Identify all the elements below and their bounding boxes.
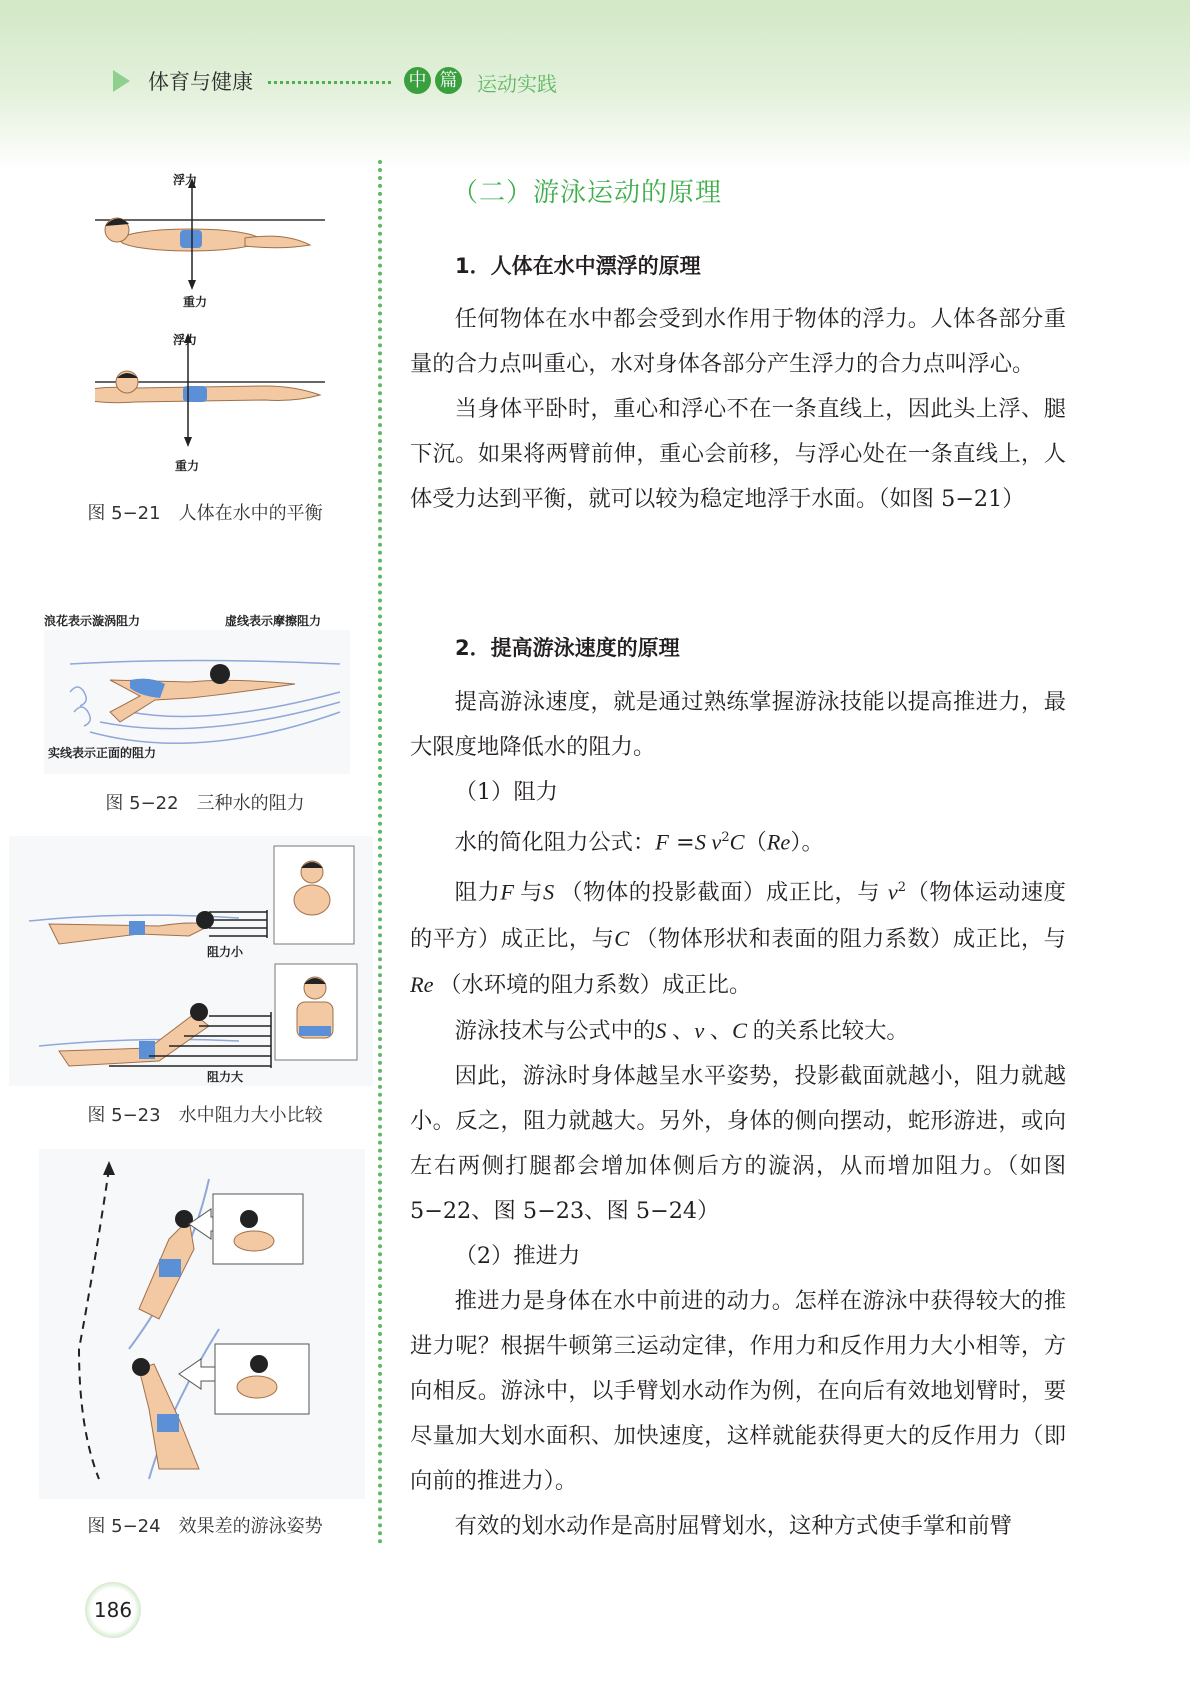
subsection-heading-1: 1．人体在水中漂浮的原理 [455, 254, 701, 278]
buoyancy-label: 浮力 [173, 333, 198, 347]
low-resistance-label: 阻力小 [207, 945, 244, 959]
gravity-label: 重力 [175, 459, 200, 473]
math-symbol: S v [694, 829, 722, 855]
text-run: （ [744, 829, 767, 856]
paragraph [410, 1054, 1066, 1234]
buoyancy-label: 浮力 [173, 173, 198, 187]
math-symbol: F [500, 879, 521, 905]
math-symbol: C [732, 1017, 753, 1043]
part-title: 运动实践 [477, 72, 557, 96]
book-title: 体育与健康 [148, 70, 253, 94]
paragraph [410, 770, 1066, 815]
friction-resistance-label: 虚线表示摩擦阻力 [225, 614, 322, 628]
figure-caption: 图 5−23 水中阻力大小比较 [87, 1105, 323, 1126]
subsection-1-body [410, 297, 1066, 522]
paragraph [410, 387, 1066, 522]
triangle-marker-icon [113, 70, 130, 92]
figure-caption: 图 5−22 三种水的阻力 [105, 793, 305, 814]
figure-5-23 [9, 836, 373, 1086]
text-run: （1）阻力 [454, 779, 558, 805]
text-run: （水环境的阻力系数）成正比。 [439, 971, 752, 998]
math-symbol: v [887, 879, 898, 905]
floating-balance-illustration [95, 150, 327, 480]
text-run: ）。 [790, 829, 824, 856]
math-symbol: 2 [721, 830, 730, 845]
text-run: = [668, 829, 695, 856]
paragraph [410, 297, 1066, 387]
math-symbol: 2 [897, 880, 906, 896]
figure-caption: 图 5−24 效果差的游泳姿势 [87, 1516, 323, 1537]
part-badge-zhong: 中 [404, 67, 431, 94]
subsection-2-body [410, 680, 1066, 1549]
figure-5-24 [39, 1149, 365, 1499]
text-run: 有效的划水动作是高肘屈臂划水，这种方式使手掌和前臂 [454, 1512, 1013, 1539]
header-dotted-leader [268, 81, 391, 84]
math-symbol: Re [410, 971, 440, 997]
text-run: 提高游泳速度，就是通过熟练掌握游泳技能以提高推进力，最大限度地降低水的阻力。 [410, 689, 1066, 760]
frontal-resistance-label: 实线表示正面的阻力 [48, 746, 157, 760]
text-run: 与 [520, 879, 543, 906]
math-symbol: Re [766, 829, 791, 855]
resistance-comparison-illustration [9, 836, 373, 1086]
high-resistance-label: 阻力大 [207, 1070, 244, 1084]
text-run: 、 [672, 1017, 695, 1044]
math-symbol: F [655, 829, 669, 855]
text-run: 游泳技术与公式中的 [454, 1017, 656, 1044]
figure-caption: 图 5−21 人体在水中的平衡 [87, 503, 323, 524]
paragraph [410, 1008, 1066, 1054]
subsection-heading-2: 2．提高游泳速度的原理 [455, 636, 680, 660]
paragraph [410, 1279, 1066, 1504]
paragraph [410, 680, 1066, 770]
paragraph [410, 1234, 1066, 1279]
math-symbol: S [655, 1017, 673, 1043]
text-run: 、 [709, 1017, 733, 1044]
part-badge-pian: 篇 [435, 67, 462, 94]
text-run: （物体形状和表面的阻力系数）成正比，与 [635, 925, 1066, 952]
text-run: （2）推进力 [454, 1242, 581, 1269]
paragraph [410, 815, 1066, 865]
text-run: 阻力 [454, 879, 501, 906]
section-title: （二）游泳运动的原理 [452, 178, 723, 208]
math-symbol: C [729, 829, 745, 855]
math-symbol: S [542, 879, 561, 905]
text-run: 的关系比较大。 [752, 1017, 909, 1044]
figure-5-21 [95, 150, 327, 480]
gravity-label: 重力 [183, 295, 208, 309]
paragraph [410, 865, 1066, 1007]
figure-5-22 [40, 612, 352, 774]
math-symbol: C [614, 925, 636, 951]
text-run: （物体的投影截面）成正比，与 [560, 879, 888, 906]
paragraph [410, 1504, 1066, 1549]
text-run: 水的简化阻力公式： [454, 829, 656, 856]
text-run: 任何物体在水中都会受到水作用于物体的浮力。人体各部分重量的合力点叫重心，水对身体各部分产生浮力的合力点叫浮心。 [410, 306, 1066, 377]
text-run: 当身体平卧时，重心和浮心不在一条直线上，因此头上浮、腿下沉。如果将两臂前伸，重心会前移，与浮心处在一条直线上，人体受力达到平衡，就可以较为稳定地浮于水面。（如图 5−21） [410, 396, 1066, 512]
eddy-resistance-label: 浪花表示漩涡阻力 [44, 614, 141, 628]
math-symbol: v [694, 1017, 710, 1043]
page-number: 186 [85, 1582, 141, 1638]
text-run: 因此，游泳时身体越呈水平姿势，投影截面就越小，阻力就越小。反之，阻力就越大。另外，身体的侧向摆动，蛇形游进，或向左右两侧打腿都会增加体侧后方的漩涡，从而增加阻力。（如图 5−22、图 5−23、图 5−24） [410, 1062, 1066, 1224]
text-run: （物体运动速度的平方）成正比，与 [410, 879, 1066, 952]
text-run: 推进力是身体在水中前进的动力。怎样在游泳中获得较大的推进力呢？根据牛顿第三运动定律，作用力和反作用力大小相等，方向相反。游泳中，以手臂划水动作为例，在向后有效地划臂时，要尽量加大划水面积、加快速度，这样就能获得更大的反作用力（即向前的推进力）。 [410, 1287, 1066, 1494]
column-divider [378, 160, 382, 1545]
poor-swimming-posture-illustration [39, 1149, 365, 1499]
